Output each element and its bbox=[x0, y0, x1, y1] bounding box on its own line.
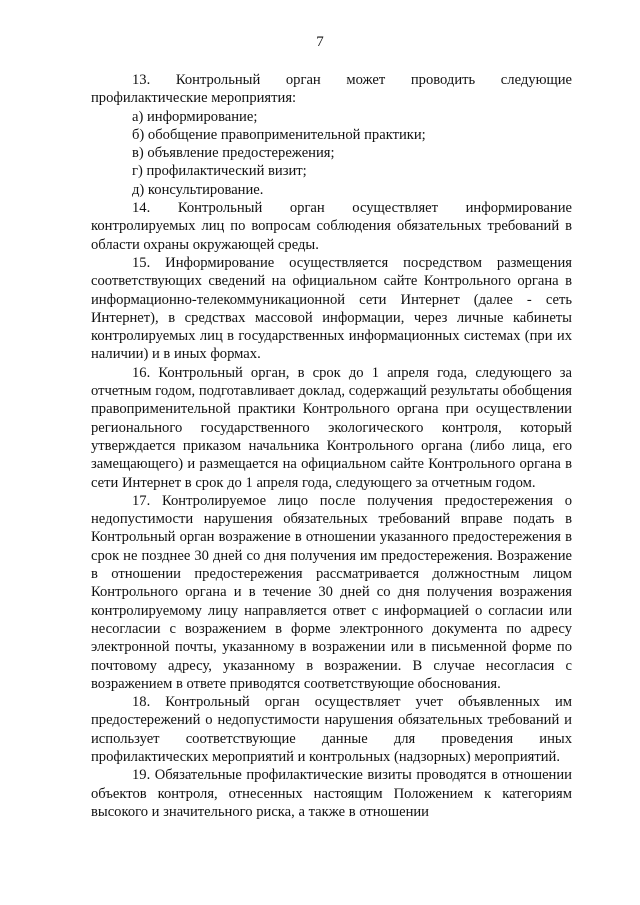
paragraph-19: 19. Обязательные профилактические визиты проводятся в отношении объектов контроля, отнесенных настоящим Положением к категориям высокого и значительного риска, а также в отношении bbox=[91, 767, 572, 820]
paragraph-13: 13. Контрольный орган может проводить следующие профилактические мероприятия: bbox=[91, 72, 572, 107]
list-item: г) профилактический визит; bbox=[132, 163, 307, 180]
paragraph-16: 16. Контрольный орган, в срок до 1 апреля года, следующего за отчетным годом, подготавливает доклад, содержащий результаты обобщения правоприменительной практики Контрольного органа при осуществлении регионального государственного экологического контроля, который утверждается приказом начальника Контрольного органа (либо лица, его замещающего) и размещается на официальном сайте Контрольного органа в сети Интернет в срок до 1 апреля года, следующего за отчетным годом. bbox=[91, 364, 572, 491]
list-item: а) информирование; bbox=[132, 108, 258, 125]
list-item: б) обобщение правоприменительной практики; bbox=[132, 126, 426, 143]
page-number: 7 bbox=[316, 34, 324, 50]
list-item: в) объявление предостережения; bbox=[132, 145, 335, 162]
paragraph-17: 17. Контролируемое лицо после получения предостережения о недопустимости нарушения обязательных требований вправе подать в Контрольный орган возражение в отношении указанного предостережения в срок не позднее 30 дней со дня получения им предостережения. Возражение в отношении предостережения рассматривается должностным лицом Контрольного органа и в течение 30 дней со дня получения возражения контролируемому лицу направляется ответ с информацией о согласии или несогласии с возражением в форме электронного документа по адресу электронной почты, указанному в возражении или в письменной форме по почтовому адресу, указанному в возражении. В случае несогласия с возражением в ответе приводятся соответствующие обоснования. bbox=[91, 492, 572, 692]
paragraph-15: 15. Информирование осуществляется посредством размещения соответствующих сведений на официальном сайте Контрольного органа в информационно-телекоммуникационной сети Интернет (далее - сеть Интернет), в средствах массовой информации, через личные кабинеты контролируемых лиц в государственных информационных системах (при их наличии) и в иных формах. bbox=[91, 254, 572, 363]
list-item: д) консультирование. bbox=[132, 181, 264, 198]
paragraph-14: 14. Контрольный орган осуществляет информирование контролируемых лиц по вопросам соблюдения обязательных требований в области охраны окружающей среды. bbox=[91, 200, 572, 253]
document-body bbox=[91, 71, 572, 821]
paragraph-18: 18. Контрольный орган осуществляет учет объявленных им предостережений о недопустимости нарушения обязательных требований и использует соответствующие данные для проведения иных профилактических мероприятий и контрольных (надзорных) мероприятий. bbox=[91, 694, 572, 765]
